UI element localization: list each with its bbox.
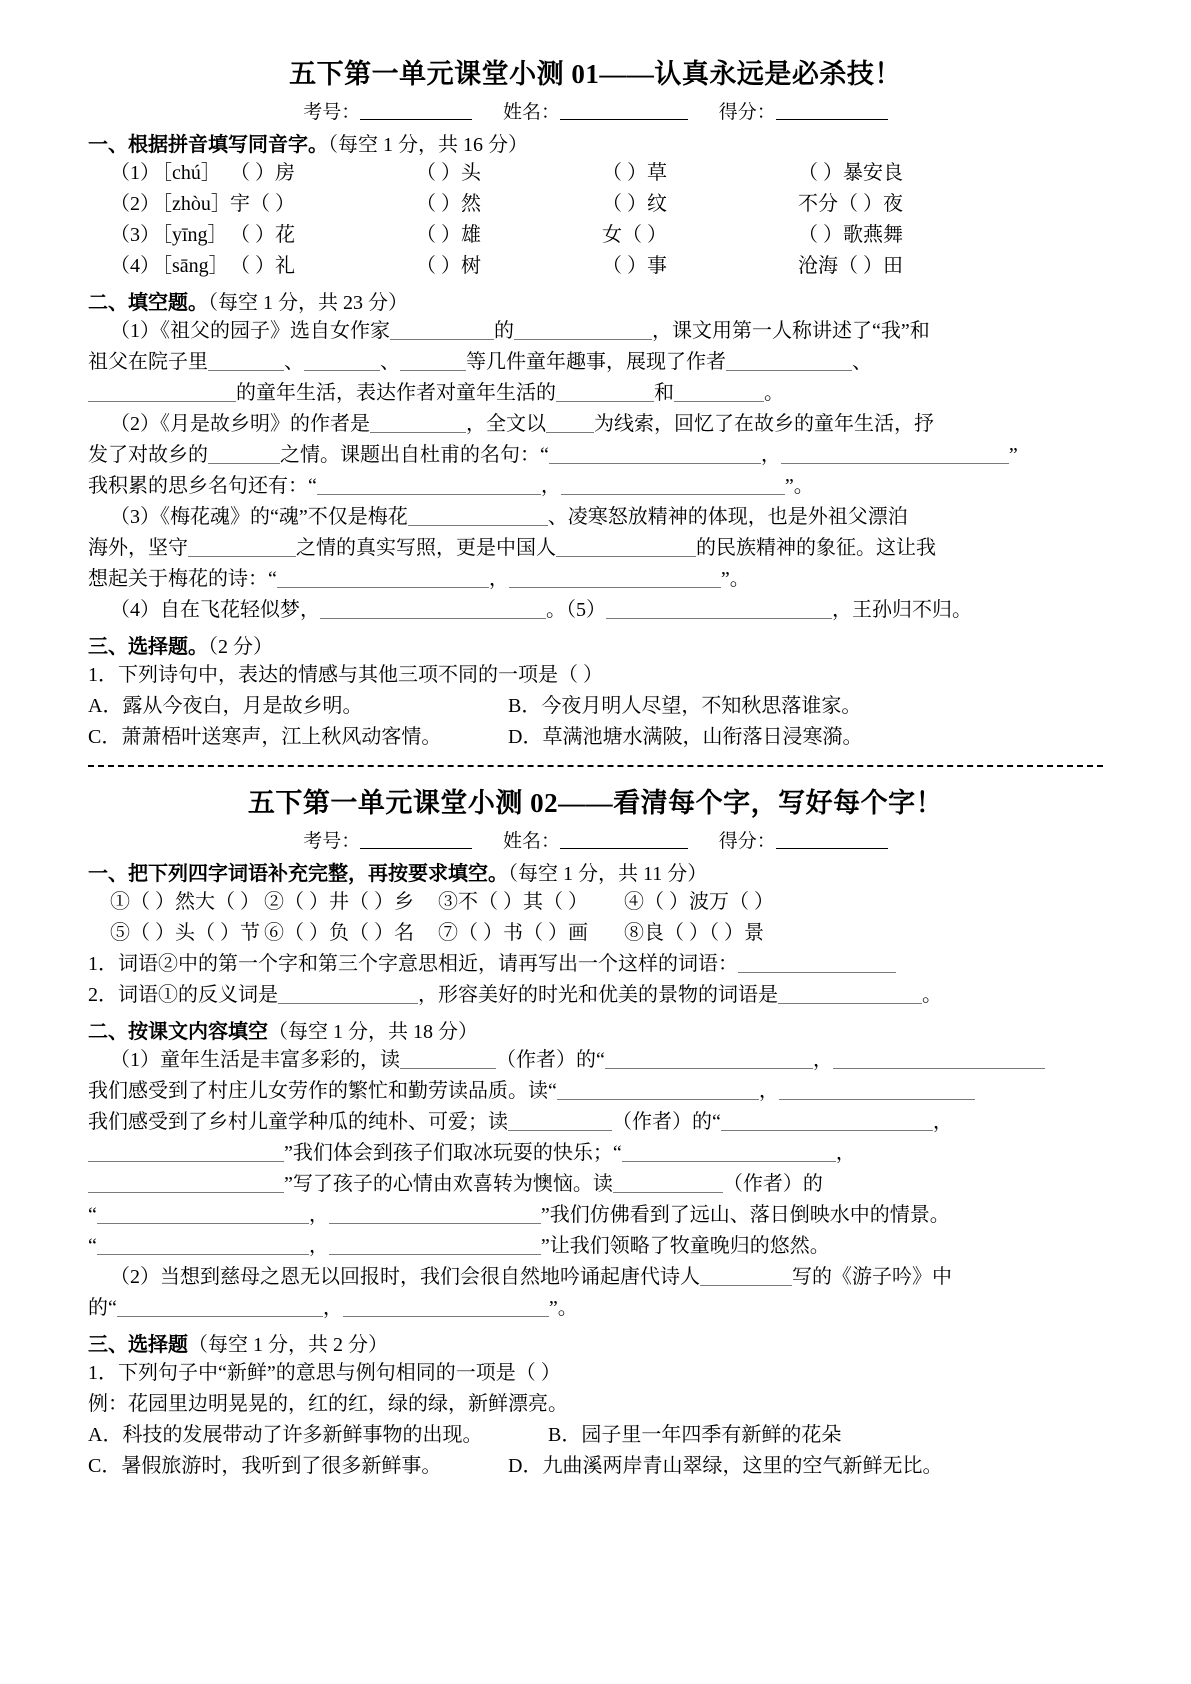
t2-s1-q2: 2．词语①的反义词是 ，形容美好的时光和优美的景物的词语是 。 bbox=[88, 984, 942, 1006]
t2-section-3-heading: 三、选择题（每空 1 分，共 2 分） bbox=[88, 1334, 388, 1356]
option-d[interactable]: D．九曲溪两岸青山翠绿，这里的空气新鲜无比。 bbox=[508, 1455, 943, 1477]
fill-blank[interactable] bbox=[556, 536, 696, 557]
t2-p2-line2: 的“ ， ”。 bbox=[88, 1297, 578, 1319]
exam-no-field: 考号： bbox=[303, 831, 472, 852]
test-01-info-line bbox=[88, 97, 1103, 124]
fill-blank[interactable] bbox=[726, 350, 852, 371]
t1-q1-line3: 的童年生活，表达作者对童年生活的 和 。 bbox=[88, 378, 1103, 409]
fill-blank[interactable] bbox=[557, 1079, 759, 1100]
fill-blank[interactable] bbox=[546, 412, 594, 433]
t1-q2-line2: 发了对故乡的 之情。课题出自杜甫的名句：“ ， ” bbox=[88, 444, 1018, 466]
option-c[interactable]: C．暑假旅游时，我听到了很多新鲜事。 bbox=[88, 1455, 442, 1477]
t1-q1-line2: 祖父在院子里 、 、 等几件童年趣事，展现了作者 、 bbox=[88, 351, 872, 373]
t1-q1-line1: （1）《祖父的园子》选自女作家 的 ，课文用第一人称讲述了“我”和 bbox=[110, 320, 930, 342]
exam-no-blank[interactable] bbox=[360, 119, 472, 120]
fill-blank[interactable] bbox=[343, 1296, 549, 1317]
idiom-item[interactable]: ③不（ ）其（ ） bbox=[438, 891, 588, 913]
fill-blank[interactable] bbox=[329, 1234, 541, 1255]
pinyin-row: （1）［chú］ （ ）房 （ ）头 （ ）草 （ ）暴安良 bbox=[110, 162, 903, 184]
t2-section-2-heading: 二、按课文内容填空（每空 1 分，共 18 分） bbox=[88, 1021, 478, 1043]
idiom-item[interactable]: ④（ ）波万（ ） bbox=[624, 891, 774, 913]
idiom-row bbox=[88, 887, 1103, 918]
t1-q4-line: （4）自在飞花轻似梦， 。（5） ，王孙归不归。 bbox=[110, 599, 972, 621]
idiom-item[interactable]: ⑥（ ）负（ ）名 bbox=[264, 922, 414, 944]
section-divider bbox=[88, 765, 1103, 767]
fill-blank[interactable] bbox=[514, 319, 652, 340]
fill-blank[interactable] bbox=[561, 474, 785, 495]
t2-mc-stem: 1．下列句子中“新鲜”的意思与例句相同的一项是（ ） bbox=[88, 1362, 561, 1384]
idiom-item[interactable]: ⑤（ ）头（ ）节 bbox=[110, 922, 260, 944]
name-blank[interactable] bbox=[560, 119, 688, 120]
test-01-block bbox=[88, 52, 1103, 753]
option-a[interactable]: A．科技的发展带动了许多新鲜事物的出现。 bbox=[88, 1424, 483, 1446]
fill-blank[interactable] bbox=[370, 412, 466, 433]
t1-mc-options-row-2 bbox=[88, 722, 1103, 753]
pinyin-row: （3）［yīng］ （ ）花 （ ）雄 女（ ） （ ）歌燕舞 bbox=[110, 224, 903, 246]
fill-blank[interactable] bbox=[400, 1048, 496, 1069]
t2-p1-line4: ”我们体会到孩子们取冰玩耍的快乐；“ ， bbox=[88, 1138, 1103, 1169]
fill-blank[interactable] bbox=[613, 1172, 723, 1193]
fill-blank[interactable] bbox=[278, 983, 418, 1004]
test-02-title: 五下第一单元课堂小测 02——看清每个字，写好每个字！ bbox=[247, 788, 944, 818]
t1-q3-line3: 想起关于梅花的诗：“ ， ”。 bbox=[88, 568, 750, 590]
idiom-row bbox=[88, 918, 1103, 949]
fill-blank[interactable] bbox=[549, 443, 761, 464]
fill-blank[interactable] bbox=[97, 1234, 309, 1255]
t2-mc-options-row-2 bbox=[88, 1451, 1103, 1482]
fill-blank[interactable] bbox=[778, 983, 922, 1004]
score-field: 得分： bbox=[719, 831, 888, 852]
t1-section-3-heading: 三、选择题。（2 分） bbox=[88, 636, 273, 658]
name-field: 姓名： bbox=[503, 831, 688, 852]
fill-blank[interactable] bbox=[622, 1141, 836, 1162]
t1-q3-line2: 海外，坚守 之情的真实写照，更是中国人 的民族精神的象征。这让我 bbox=[88, 537, 936, 559]
fill-blank[interactable] bbox=[188, 536, 296, 557]
idiom-item[interactable]: ⑧良（ ）（ ）景 bbox=[624, 922, 764, 944]
fill-blank[interactable] bbox=[208, 350, 284, 371]
option-b[interactable]: B．园子里一年四季有新鲜的花朵 bbox=[548, 1424, 842, 1446]
t2-p1-line7: “ ， ”让我们领略了牧童晚归的悠然。 bbox=[88, 1235, 830, 1257]
option-c[interactable]: C．萧萧梧叶送寒声，江上秋风动客情。 bbox=[88, 726, 442, 748]
fill-blank[interactable] bbox=[721, 1110, 933, 1131]
idiom-item[interactable]: ①（ ）然大（ ） bbox=[110, 891, 260, 913]
fill-blank[interactable] bbox=[700, 1265, 792, 1286]
fill-blank[interactable] bbox=[606, 598, 832, 619]
t1-q3-line1: （3）《梅花魂》的“魂”不仅是梅花 、凌寒怒放精神的体现，也是外祖父漂泊 bbox=[110, 506, 908, 528]
fill-blank[interactable] bbox=[738, 952, 896, 973]
t1-mc-stem: 1．下列诗句中，表达的情感与其他三项不同的一项是（ ） bbox=[88, 664, 603, 686]
t2-mc-options-row-1 bbox=[88, 1420, 1103, 1451]
test-02-info-line bbox=[88, 826, 1103, 853]
t2-s1-q1: 1．词语②中的第一个字和第三个字意思相近，请再写出一个这样的词语： bbox=[88, 949, 1103, 980]
option-d[interactable]: D．草满池塘水满陂，山衔落日浸寒漪。 bbox=[508, 726, 863, 748]
fill-blank[interactable] bbox=[674, 381, 764, 402]
t2-p1-line3: 我们感受到了乡村儿童学种瓜的纯朴、可爱；读 （作者）的“ ， bbox=[88, 1111, 953, 1133]
fill-blank[interactable] bbox=[781, 443, 1009, 464]
t1-q2-line1: （2）《月是故乡明》的作者是 ，全文以 为线索，回忆了在故乡的童年生活，抒 bbox=[110, 413, 934, 435]
fill-blank[interactable] bbox=[208, 443, 280, 464]
fill-blank[interactable] bbox=[277, 567, 489, 588]
test-02-block bbox=[88, 781, 1103, 1482]
t2-p1-line2: 我们感受到了村庄儿女劳作的繁忙和勤劳读品质。读“ ， bbox=[88, 1076, 1103, 1107]
exam-no-field: 考号： bbox=[303, 102, 472, 123]
fill-blank[interactable] bbox=[556, 381, 654, 402]
fill-blank[interactable] bbox=[97, 1203, 309, 1224]
fill-blank[interactable] bbox=[508, 1110, 612, 1131]
t1-mc-options-row-1 bbox=[88, 691, 1103, 722]
option-b[interactable]: B．今夜月明人尽望，不知秋思落谁家。 bbox=[508, 695, 862, 717]
option-a[interactable]: A．露从今夜白，月是故乡明。 bbox=[88, 695, 363, 717]
fill-blank[interactable] bbox=[329, 1203, 541, 1224]
score-field: 得分： bbox=[719, 102, 888, 123]
score-blank[interactable] bbox=[776, 119, 888, 120]
fill-blank[interactable] bbox=[88, 1172, 284, 1193]
idiom-item[interactable]: ②（ ）井（ ）乡 bbox=[264, 891, 414, 913]
t1-q2-line3: 我积累的思乡名句还有：“ ， ”。 bbox=[88, 475, 814, 497]
fill-blank[interactable] bbox=[320, 598, 546, 619]
name-field: 姓名： bbox=[503, 102, 688, 123]
t2-p1-line5: ”写了孩子的心情由欢喜转为懊恼。读 （作者）的 bbox=[88, 1169, 1103, 1200]
idiom-item[interactable]: ⑦（ ）书（ ）画 bbox=[438, 922, 588, 944]
t2-section-1-heading: 一、把下列四字词语补充完整，再按要求填空。（每空 1 分，共 11 分） bbox=[88, 863, 708, 885]
t2-p1-line1: （1）童年生活是丰富多彩的，读 （作者）的“ ， bbox=[88, 1045, 1103, 1076]
fill-blank[interactable] bbox=[88, 1141, 284, 1162]
test-01-title: 五下第一单元课堂小测 01——认真永远是必杀技！ bbox=[289, 59, 902, 89]
t2-p2-line1: （2）当想到慈母之恩无以回报时，我们会很自然地吟诵起唐代诗人 写的《游子吟》中 bbox=[110, 1266, 952, 1288]
fill-blank[interactable] bbox=[509, 567, 721, 588]
fill-blank[interactable] bbox=[833, 1048, 1045, 1069]
fill-blank[interactable] bbox=[390, 319, 494, 340]
fill-blank[interactable] bbox=[779, 1079, 975, 1100]
fill-blank[interactable] bbox=[304, 350, 380, 371]
score-blank[interactable] bbox=[776, 848, 888, 849]
pinyin-row: （2）［zhòu］宇（ ） （ ）然 （ ）纹 不分（ ）夜 bbox=[110, 193, 903, 215]
t2-mc-example: 例：花园里边明晃晃的，红的红，绿的绿，新鲜漂亮。 bbox=[88, 1393, 568, 1415]
name-blank[interactable] bbox=[560, 848, 688, 849]
fill-blank[interactable] bbox=[400, 350, 466, 371]
fill-blank[interactable] bbox=[317, 474, 541, 495]
pinyin-row: （4）［sāng］（ ）礼 （ ）树 （ ）事 沧海（ ）田 bbox=[110, 255, 903, 277]
t2-p1-line6: “ ， ”我们仿佛看到了远山、落日倒映水中的情景。 bbox=[88, 1204, 950, 1226]
t1-section-2-heading: 二、填空题。（每空 1 分，共 23 分） bbox=[88, 292, 408, 314]
exam-no-blank[interactable] bbox=[360, 848, 472, 849]
fill-blank[interactable] bbox=[88, 381, 236, 402]
t1-section-1-heading: 一、根据拼音填写同音字。（每空 1 分，共 16 分） bbox=[88, 134, 528, 156]
fill-blank[interactable] bbox=[605, 1048, 813, 1069]
fill-blank[interactable] bbox=[408, 505, 548, 526]
fill-blank[interactable] bbox=[117, 1296, 323, 1317]
